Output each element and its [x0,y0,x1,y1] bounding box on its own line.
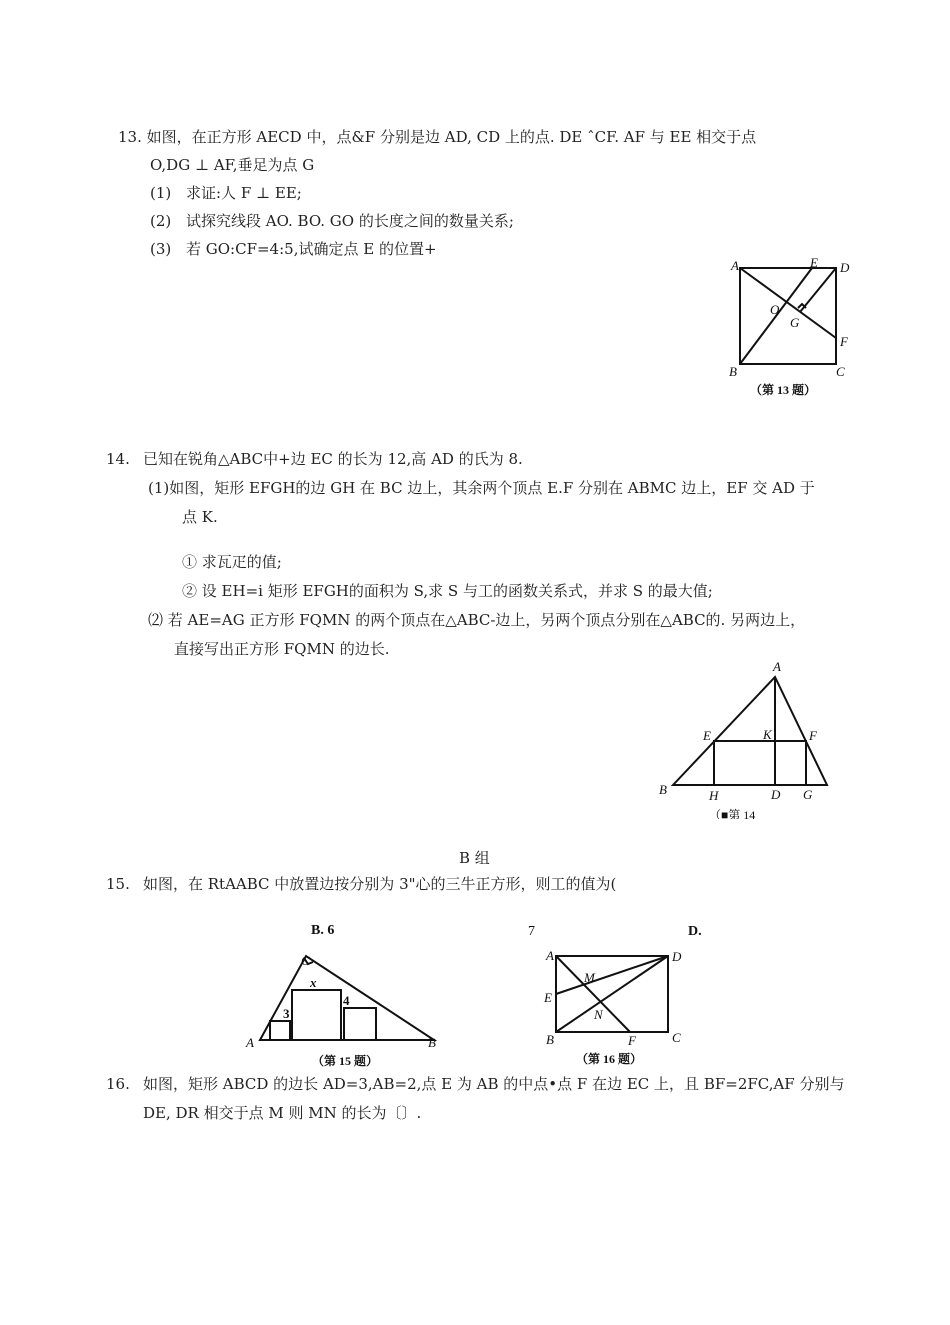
fig14-label-b: B [659,782,667,797]
fig14-rectangle-efgh [714,741,806,785]
q13-part2-number: (2) [150,212,172,230]
q13-part1: 求证:人 F ⊥ EE; [186,184,302,202]
q14-number: 14. [106,450,130,468]
fig16-label-b: B [546,1032,554,1047]
fig14-label-a: A [773,659,781,674]
fig13-label-a: A [731,258,739,273]
q14-sub2: ② 设 EH=i 矩形 EFGH的面积为 S,求 S 与工的函数关系式，并求 S 的最大值; [182,582,713,600]
fig16-label-n: N [594,1007,603,1022]
q14-line2: (1)如图，矩形 EFGH的边 GH 在 BC 边上，其余两个顶点 E.F 分别在 ABMC 边上，EF 交 AD 于 [148,479,815,497]
fig13-label-c: C [836,364,845,379]
fig16-label-c: C [672,1030,681,1045]
fig16-label-f: F [628,1033,636,1048]
q13-part3-number: (3) [150,240,172,258]
q16-line1: 如图，矩形 ABCD 的边长 AD=3,AB=2,点 E 为 AB 的中点•点 F 在边 EC 上，且 BF=2FC,AF 分别与 [143,1075,845,1093]
fig15-square-x [292,990,341,1040]
figure-16 [520,918,720,1070]
fig14-label-h: H [709,788,719,803]
fig15-label-4: 4 [343,993,350,1008]
fig14-label-d: D [771,787,781,802]
fig15-square-3 [270,1021,290,1040]
fig15-label-x: x [310,975,317,990]
figure-13 [720,250,860,400]
fig16-line-de [556,956,668,994]
fig15-square-4 [344,1008,376,1040]
q14-line3: 点 K. [182,508,218,526]
fig16-label-d: D [672,949,682,964]
fig13-square [740,268,836,364]
fig16-label-a: A [546,948,554,963]
fig14-label-e: E [703,728,711,743]
q15-number: 15. [106,875,130,893]
fig15-label-b: B [428,1035,436,1050]
q13-line1: 13. 如图，在正方形 AECD 中，点&F 分别是边 AD, CD 上的点. DE ˆCF. AF 与 EE 相交于点 [118,128,757,146]
fig15-label-c: C [301,953,310,968]
fig13-caption: （第 13 题） [750,383,817,397]
q16-number: 16. [106,1075,130,1093]
fig13-line-af [740,268,836,338]
figure-14 [655,657,835,819]
q14-sub1: ① 求瓦疋的值; [182,553,282,571]
q14-line4: ⑵ 若 AE=AG 正方形 FQMN 的两个顶点在△ABC-边上，另两个顶点分别在△ABC的. 另两边上， [148,611,806,629]
fig14-label-f: F [809,728,817,743]
q14-line1: 已知在锐角△ABC中+边 EC 的长为 12,高 AD 的氏为 8. [143,450,523,468]
q15-text: 如图，在 RtAABC 中放置边按分别为 3"心的三牛正方形，则工的值为( [143,875,617,893]
q15-option-b: B. 6 [311,923,335,938]
q14-line5: 直接写出正方形 FQMN 的边长. [174,640,390,658]
fig13-label-o: O [770,302,780,317]
q13-line2: O,DG ⊥ AF,垂足为点 G [150,156,315,174]
fig16-line-db [556,956,668,1032]
q16-option-d: D. [688,924,702,939]
fig13-label-f: F [840,334,848,349]
q13-part2: 试探究线段 AO. BO. GO 的长度之间的数量关系; [186,212,514,230]
fig16-label-m: M [584,970,595,985]
fig14-label-g: G [803,787,813,802]
fig14-triangle [673,677,827,785]
fig13-label-e: E [810,255,818,270]
fig16-label-e: E [544,990,552,1005]
fig16-line-af [556,956,630,1032]
fig13-line-dg [800,268,836,312]
q13-part3: 若 GO:CF=4:5,试确定点 E 的位置+ [186,240,437,258]
q16-line2: DE, DR 相交于点 M 则 MN 的长为〔〕. [143,1104,422,1122]
fig15-caption: （第 15 题） [312,1054,379,1068]
fig13-label-d: D [840,260,850,275]
fig16-caption: （第 16 题） [576,1052,643,1066]
fig14-caption: （■第 14 [709,808,756,819]
q16-option-7: 7 [528,924,535,939]
fig15-label-3: 3 [283,1006,290,1021]
fig15-label-a: A [246,1035,254,1050]
fig13-label-b: B [729,364,737,379]
q13-part1-number: (1) [150,184,172,202]
fig13-label-g: G [790,315,800,330]
group-b-heading: B 组 [459,849,490,867]
figure-15 [240,918,450,1070]
fig14-label-k: K [763,727,772,742]
